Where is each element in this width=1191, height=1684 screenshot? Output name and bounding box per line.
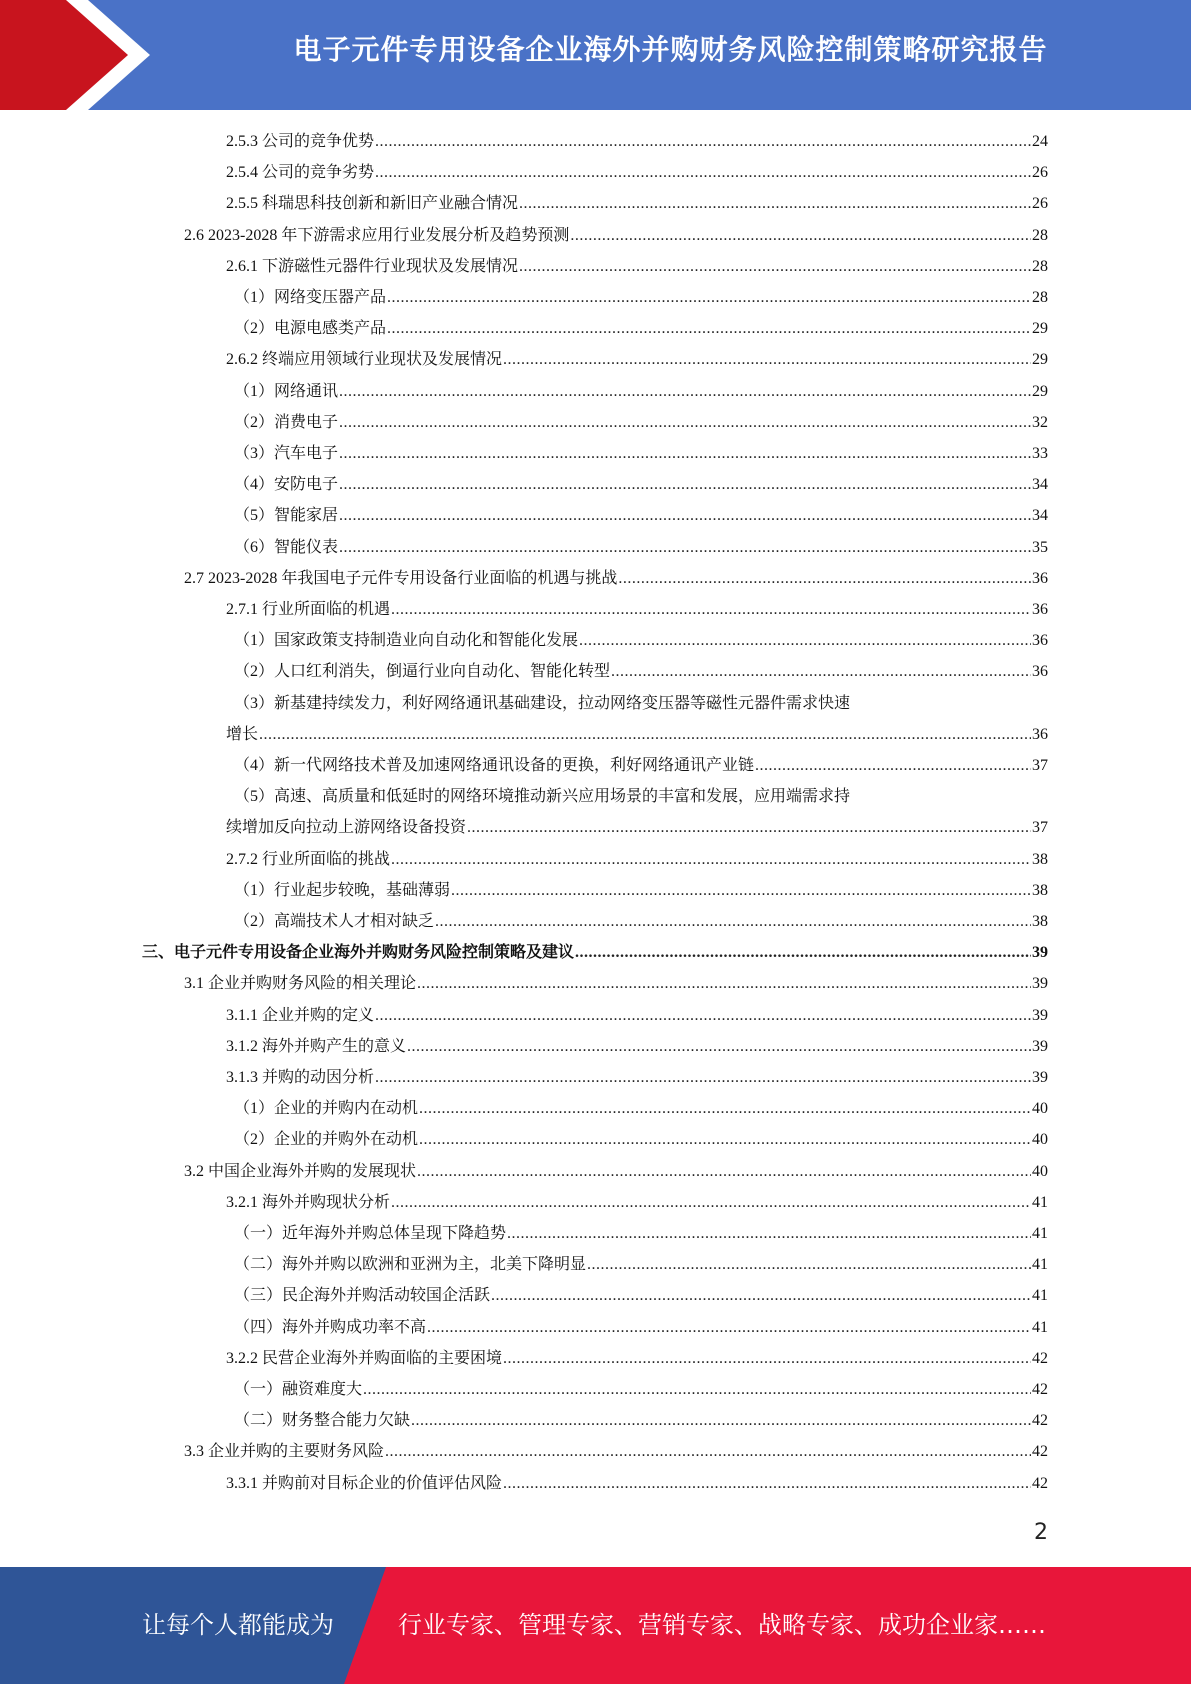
toc-page-number: 29 bbox=[1032, 382, 1048, 400]
report-title: 电子元件专用设备企业海外并购财务风险控制策略研究报告 bbox=[293, 33, 1048, 66]
toc-page-number: 26 bbox=[1032, 195, 1048, 213]
toc-entry[interactable] bbox=[226, 1470, 1048, 1493]
toc-entry[interactable] bbox=[234, 1220, 1048, 1243]
toc-page-number: 39 bbox=[1032, 944, 1048, 962]
toc-entry-title: 2.5.3 公司的竞争优势 bbox=[226, 133, 375, 150]
toc-page-number: 35 bbox=[1032, 538, 1048, 556]
toc-entry-title: （2）高端技术人才相对缺乏 bbox=[234, 913, 435, 930]
toc-page-number: 28 bbox=[1032, 289, 1048, 306]
toc-entry[interactable] bbox=[234, 1407, 1048, 1430]
toc-page-number: 42 bbox=[1032, 1474, 1048, 1492]
dot-leader bbox=[519, 258, 1031, 276]
toc-entry[interactable] bbox=[234, 409, 1048, 432]
toc-page-number: 41 bbox=[1032, 1318, 1048, 1336]
toc-entry[interactable] bbox=[184, 1438, 1048, 1461]
toc-entry-title: 2.6 2023-2028 年下游需求应用行业发展分析及趋势预测 bbox=[184, 226, 570, 244]
toc-entry[interactable] bbox=[226, 253, 1048, 276]
toc-entry-title: （2）消费电子 bbox=[234, 413, 339, 431]
toc-entry[interactable] bbox=[226, 1002, 1048, 1025]
footer-slogan-right: 行业专家、管理专家、营销专家、战略专家、成功企业家…… bbox=[398, 1611, 1046, 1639]
toc-page-number: 36 bbox=[1032, 569, 1048, 587]
toc-entry-title: （1）国家政策支持制造业向自动化和智能化发展 bbox=[234, 632, 579, 650]
dot-leader bbox=[391, 851, 1031, 869]
dot-leader bbox=[363, 1381, 1031, 1399]
toc-entry-title: （1）企业的并购内在动机 bbox=[234, 1100, 419, 1118]
dot-leader bbox=[435, 913, 1031, 931]
toc-entry-title: 3.1.2 海外并购产生的意义 bbox=[226, 1037, 407, 1055]
dot-leader bbox=[259, 726, 1031, 744]
toc-entry[interactable] bbox=[234, 1126, 1048, 1149]
toc-entry[interactable] bbox=[226, 159, 1048, 182]
toc-entry-title: 2.6.1 下游磁性元器件行业现状及发展情况 bbox=[226, 257, 519, 275]
toc-page-number: 29 bbox=[1032, 351, 1048, 369]
toc-page-number: 33 bbox=[1032, 445, 1048, 462]
toc-entry[interactable] bbox=[226, 1033, 1048, 1056]
toc-page-number: 37 bbox=[1032, 819, 1048, 837]
toc-entry[interactable] bbox=[234, 1251, 1048, 1274]
toc-entry[interactable] bbox=[234, 284, 1048, 307]
toc-entry-title: （1）行业起步较晚，基础薄弱 bbox=[234, 881, 451, 899]
toc-page-number: 42 bbox=[1032, 1443, 1048, 1461]
dot-leader bbox=[339, 539, 1031, 557]
toc-page-number: 41 bbox=[1032, 1193, 1048, 1211]
dot-leader bbox=[503, 1475, 1031, 1493]
toc-entry[interactable] bbox=[226, 814, 1048, 837]
toc-entry[interactable] bbox=[184, 1158, 1048, 1181]
toc-entry[interactable] bbox=[226, 1189, 1048, 1212]
toc-entry-title: （2）电源电感类产品 bbox=[234, 320, 387, 338]
toc-entry-title: （二）海外并购以欧洲和亚洲为主，北美下降明显 bbox=[234, 1256, 587, 1274]
dot-leader bbox=[387, 289, 1031, 307]
dot-leader bbox=[417, 1163, 1031, 1181]
toc-page-number: 36 bbox=[1032, 725, 1048, 743]
toc-entry-title: （3）汽车电子 bbox=[234, 445, 339, 462]
toc-entry-title: 3.3.1 并购前对目标企业的价值评估风险 bbox=[226, 1474, 503, 1492]
toc-entry[interactable] bbox=[234, 378, 1048, 401]
dot-leader bbox=[503, 351, 1031, 369]
toc-entry[interactable] bbox=[234, 534, 1048, 557]
toc-page-number: 38 bbox=[1032, 881, 1048, 899]
toc-entry[interactable] bbox=[226, 1064, 1048, 1087]
toc-entry[interactable] bbox=[226, 846, 1048, 869]
page-number: 2 bbox=[1034, 1520, 1048, 1545]
dot-leader bbox=[575, 944, 1031, 962]
toc-page-number: 34 bbox=[1032, 507, 1048, 525]
toc-entry-title: （1）网络通讯 bbox=[234, 382, 339, 400]
toc-entry-title: 2.5.4 公司的竞争劣势 bbox=[226, 164, 375, 182]
dot-leader bbox=[391, 1194, 1031, 1212]
toc-entry-title: （3）新基建持续发力，利好网络通讯基础建设，拉动网络变压器等磁性元器件需求快速 bbox=[234, 694, 851, 712]
toc-entry[interactable] bbox=[234, 471, 1048, 494]
toc-entry[interactable] bbox=[226, 596, 1048, 619]
dot-leader bbox=[417, 975, 1031, 993]
toc-entry-title: 2.6.2 终端应用领域行业现状及发展情况 bbox=[226, 351, 503, 369]
toc-page-number: 39 bbox=[1032, 1006, 1048, 1024]
dot-leader bbox=[451, 882, 1031, 900]
dot-leader bbox=[407, 1038, 1031, 1056]
dot-leader bbox=[339, 476, 1031, 494]
toc-entry-title: 2.5.5 科瑞思科技创新和新旧产业融合情况 bbox=[226, 195, 519, 213]
toc-entry-title: （四）海外并购成功率不高 bbox=[234, 1318, 427, 1336]
toc-entry-title: （一）近年海外并购总体呈现下降趋势 bbox=[234, 1225, 507, 1242]
dot-leader bbox=[387, 320, 1031, 338]
toc-entry-title: （三）民企海外并购活动较国企活跃 bbox=[234, 1287, 491, 1305]
toc-page-number: 36 bbox=[1032, 663, 1048, 681]
dot-leader bbox=[391, 601, 1031, 619]
toc-entry-title: （1）网络变压器产品 bbox=[234, 289, 387, 306]
toc-entry[interactable] bbox=[234, 1282, 1048, 1305]
dot-leader bbox=[339, 383, 1031, 401]
toc-entry-title: （5）高速、高质量和低延时的网络环境推动新兴应用场景的丰富和发展，应用端需求持 bbox=[234, 788, 851, 806]
toc-entry[interactable] bbox=[234, 627, 1048, 650]
toc-entry-title: 2.7.1 行业所面临的机遇 bbox=[226, 601, 391, 618]
toc-entry[interactable] bbox=[234, 502, 1048, 525]
toc-page-number: 38 bbox=[1032, 850, 1048, 868]
toc-page-number: 41 bbox=[1032, 1225, 1048, 1242]
toc-entry[interactable] bbox=[234, 690, 1048, 713]
dot-leader bbox=[611, 663, 1031, 681]
toc-page-number: 36 bbox=[1032, 601, 1048, 618]
toc-entry-title: 2.7 2023-2028 年我国电子元件专用设备行业面临的机遇与挑战 bbox=[184, 569, 618, 587]
toc-entry[interactable] bbox=[234, 877, 1048, 900]
toc-entry-title: 续增加反向拉动上游网络设备投资 bbox=[226, 819, 467, 837]
toc-page-number: 34 bbox=[1032, 476, 1048, 494]
toc-page-number: 42 bbox=[1032, 1412, 1048, 1430]
toc-page-number: 40 bbox=[1032, 1162, 1048, 1180]
dot-leader bbox=[419, 1131, 1031, 1149]
toc-entry[interactable] bbox=[234, 1376, 1048, 1399]
toc-entry-title: 3.1.3 并购的动因分析 bbox=[226, 1069, 375, 1086]
toc-entry[interactable] bbox=[234, 1095, 1048, 1118]
dot-leader bbox=[339, 507, 1031, 525]
dot-leader bbox=[755, 757, 1031, 775]
toc-entry[interactable] bbox=[234, 752, 1048, 775]
footer-slogan-left: 让每个人都能成为 bbox=[142, 1611, 334, 1639]
toc-entry-title: 3.3 企业并购的主要财务风险 bbox=[184, 1443, 385, 1461]
toc-entry-title: （二）财务整合能力欠缺 bbox=[234, 1412, 411, 1430]
toc-entry-title: （4）安防电子 bbox=[234, 476, 339, 494]
toc-entry-title: 2.7.2 行业所面临的挑战 bbox=[226, 850, 391, 868]
toc-page-number: 42 bbox=[1032, 1381, 1048, 1398]
toc-entry[interactable] bbox=[226, 128, 1048, 151]
dot-leader bbox=[419, 1100, 1031, 1118]
toc-entry[interactable] bbox=[234, 658, 1048, 681]
toc-page-number: 39 bbox=[1032, 1037, 1048, 1055]
dot-leader bbox=[579, 632, 1031, 650]
toc-page-number: 32 bbox=[1032, 413, 1048, 431]
toc-page-number: 38 bbox=[1032, 913, 1048, 930]
toc-page-number: 24 bbox=[1032, 133, 1048, 150]
toc-entry[interactable] bbox=[226, 1345, 1048, 1368]
toc-entry-title: 三、电子元件专用设备企业海外并购财务风险控制策略及建议 bbox=[142, 944, 575, 962]
toc-entry-title: （6）智能仪表 bbox=[234, 538, 339, 556]
toc-page-number: 42 bbox=[1032, 1349, 1048, 1367]
toc-entry-title: 3.1.1 企业并购的定义 bbox=[226, 1006, 375, 1024]
dot-leader bbox=[519, 195, 1031, 213]
dot-leader bbox=[491, 1287, 1031, 1305]
toc-entry[interactable] bbox=[142, 939, 1048, 962]
dot-leader bbox=[385, 1443, 1031, 1461]
toc-entry[interactable] bbox=[226, 721, 1048, 744]
toc-entry[interactable] bbox=[234, 783, 1048, 806]
dot-leader bbox=[339, 414, 1031, 432]
dot-leader bbox=[375, 1007, 1031, 1025]
page-header bbox=[0, 0, 1191, 110]
toc-page-number: 40 bbox=[1032, 1100, 1048, 1118]
toc-page-number: 41 bbox=[1032, 1287, 1048, 1305]
dot-leader bbox=[507, 1225, 1031, 1243]
toc-page-number: 29 bbox=[1032, 320, 1048, 338]
toc-page-number: 40 bbox=[1032, 1131, 1048, 1149]
toc-page-number: 39 bbox=[1032, 1069, 1048, 1086]
toc-entry[interactable] bbox=[226, 190, 1048, 213]
toc-page-number: 37 bbox=[1032, 757, 1048, 774]
dot-leader bbox=[427, 1319, 1031, 1337]
toc-entry-title: 3.2.2 民营企业海外并购面临的主要困境 bbox=[226, 1349, 503, 1367]
toc-page-number: 41 bbox=[1032, 1256, 1048, 1274]
toc-page-number: 26 bbox=[1032, 164, 1048, 182]
toc-entry-title: （2）企业的并购外在动机 bbox=[234, 1131, 419, 1149]
toc-entry-title: （一）融资难度大 bbox=[234, 1381, 363, 1398]
toc-entry[interactable] bbox=[234, 440, 1048, 463]
dot-leader bbox=[618, 570, 1031, 588]
toc-page-number: 28 bbox=[1032, 257, 1048, 275]
dot-leader bbox=[375, 164, 1031, 182]
toc-entry[interactable] bbox=[184, 565, 1048, 588]
dot-leader bbox=[339, 445, 1031, 463]
toc-entry-title: （2）人口红利消失，倒逼行业向自动化、智能化转型 bbox=[234, 663, 611, 681]
toc-entry[interactable] bbox=[184, 970, 1048, 993]
toc-entry-title: 3.2.1 海外并购现状分析 bbox=[226, 1193, 391, 1211]
toc-page-number: 39 bbox=[1032, 975, 1048, 993]
dot-leader bbox=[375, 133, 1031, 151]
dot-leader bbox=[411, 1412, 1031, 1430]
toc-entry[interactable] bbox=[226, 346, 1048, 369]
toc-page-number: 36 bbox=[1032, 632, 1048, 650]
dot-leader bbox=[503, 1350, 1031, 1368]
toc-entry[interactable] bbox=[234, 1314, 1048, 1337]
toc-entry-title: 增长 bbox=[226, 725, 259, 743]
toc-entry-title: 3.1 企业并购财务风险的相关理论 bbox=[184, 975, 417, 993]
toc-entry-title: （4）新一代网络技术普及加速网络通讯设备的更换，利好网络通讯产业链 bbox=[234, 757, 755, 774]
toc-entry[interactable] bbox=[234, 908, 1048, 931]
dot-leader bbox=[375, 1069, 1031, 1087]
toc-entry-title: 3.2 中国企业海外并购的发展现状 bbox=[184, 1162, 417, 1180]
toc-entry-title: （5）智能家居 bbox=[234, 507, 339, 525]
toc-page-number: 28 bbox=[1032, 226, 1048, 244]
page-footer bbox=[0, 1567, 1191, 1684]
dot-leader bbox=[570, 227, 1031, 245]
toc-entry[interactable] bbox=[234, 315, 1048, 338]
dot-leader bbox=[467, 819, 1031, 837]
toc-entry[interactable] bbox=[184, 222, 1048, 245]
dot-leader bbox=[587, 1256, 1031, 1274]
